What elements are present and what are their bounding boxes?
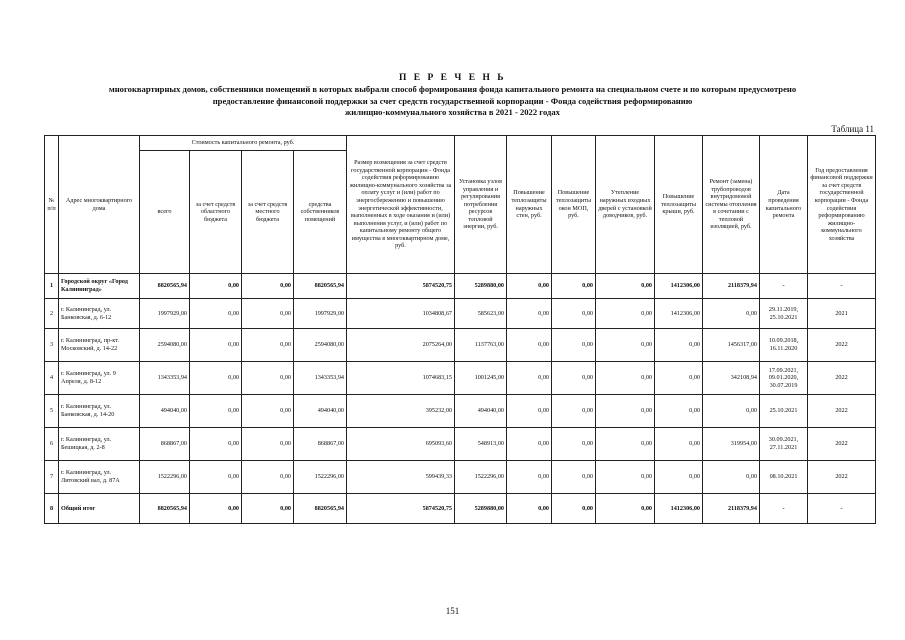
cell-regional: 0,00 bbox=[190, 428, 242, 461]
cell-control-units: 1137763,00 bbox=[455, 329, 507, 362]
cell-num: 2 bbox=[45, 299, 59, 329]
table-row bbox=[45, 362, 876, 395]
cell-pipes: 0,00 bbox=[703, 395, 760, 428]
cell-walls: 0,00 bbox=[507, 461, 552, 494]
table-number: Таблица 11 bbox=[831, 124, 874, 134]
cell-owners: 8820565,94 bbox=[294, 494, 347, 524]
cell-regional: 0,00 bbox=[190, 329, 242, 362]
cell-doors: 0,00 bbox=[596, 395, 655, 428]
cell-compensation: 2075264,00 bbox=[347, 329, 455, 362]
cell-control-units: 5289880,00 bbox=[455, 274, 507, 299]
cell-local: 0,00 bbox=[242, 274, 294, 299]
header-num: № п/п bbox=[45, 136, 59, 274]
cell-num: 1 bbox=[45, 274, 59, 299]
cell-year: - bbox=[808, 274, 876, 299]
document-title: П Е Р Е Ч Е Н Ь bbox=[399, 73, 506, 83]
cell-control-units: 1001245,00 bbox=[455, 362, 507, 395]
table-row bbox=[45, 329, 876, 362]
cell-local: 0,00 bbox=[242, 329, 294, 362]
table-row bbox=[45, 494, 876, 524]
cell-year: 2022 bbox=[808, 362, 876, 395]
cell-num: 3 bbox=[45, 329, 59, 362]
cell-owners: 1997929,00 bbox=[294, 299, 347, 329]
cell-windows: 0,00 bbox=[552, 461, 596, 494]
cell-regional: 0,00 bbox=[190, 461, 242, 494]
table-row bbox=[45, 428, 876, 461]
header-year: Год предоставления финансовой поддержки за счет средств государственной корпорации - Фонда содействия реформированию жилищно-коммунального хозяйства bbox=[808, 136, 876, 274]
cell-doors: 0,00 bbox=[596, 494, 655, 524]
cell-doors: 0,00 bbox=[596, 428, 655, 461]
table-row bbox=[45, 299, 876, 329]
cell-date: - bbox=[760, 274, 808, 299]
cell-owners: 494040,00 bbox=[294, 395, 347, 428]
cell-compensation: 695093,60 bbox=[347, 428, 455, 461]
cell-year: - bbox=[808, 494, 876, 524]
cell-date: 10.09.2018, 16.11.2020 bbox=[760, 329, 808, 362]
cell-walls: 0,00 bbox=[507, 494, 552, 524]
cell-compensation: 5874520,75 bbox=[347, 494, 455, 524]
cell-total: 8820565,94 bbox=[140, 274, 190, 299]
cell-num: 5 bbox=[45, 395, 59, 428]
cell-doors: 0,00 bbox=[596, 362, 655, 395]
cell-owners: 8820565,94 bbox=[294, 274, 347, 299]
cell-doors: 0,00 bbox=[596, 329, 655, 362]
table-row bbox=[45, 461, 876, 494]
cell-address: Общий итог bbox=[59, 494, 140, 524]
cell-roof: 1412306,00 bbox=[655, 299, 703, 329]
document-heading bbox=[20, 72, 885, 119]
cell-total: 2594080,00 bbox=[140, 329, 190, 362]
document-subtitle-line-3: жилищно-коммунального хозяйства в 2021 - 2022 годах bbox=[345, 107, 560, 117]
header-doors: Утепление наружных входных дверей с установкой доводчиков, руб. bbox=[596, 136, 655, 274]
cell-total: 868867,00 bbox=[140, 428, 190, 461]
cell-total: 1343353,94 bbox=[140, 362, 190, 395]
cell-compensation: 1074683,15 bbox=[347, 362, 455, 395]
cell-windows: 0,00 bbox=[552, 329, 596, 362]
cell-regional: 0,00 bbox=[190, 494, 242, 524]
cell-roof: 0,00 bbox=[655, 428, 703, 461]
cell-address: Городской округ «Город Калининград» bbox=[59, 274, 140, 299]
cell-roof: 0,00 bbox=[655, 362, 703, 395]
cell-pipes: 2118379,94 bbox=[703, 274, 760, 299]
cell-windows: 0,00 bbox=[552, 395, 596, 428]
header-total: всего bbox=[140, 151, 190, 274]
cell-control-units: 548913,00 bbox=[455, 428, 507, 461]
cell-num: 8 bbox=[45, 494, 59, 524]
cell-year: 2022 bbox=[808, 428, 876, 461]
cell-address: г. Калининград, ул. Литовский вал, д. 87А bbox=[59, 461, 140, 494]
cell-regional: 0,00 bbox=[190, 274, 242, 299]
cell-date: 29.11.2019, 25.10.2021 bbox=[760, 299, 808, 329]
cell-date: 30.09.2021, 27.11.2021 bbox=[760, 428, 808, 461]
table-body bbox=[45, 274, 876, 524]
cell-total: 1522296,00 bbox=[140, 461, 190, 494]
cell-walls: 0,00 bbox=[507, 362, 552, 395]
header-compensation: Размер возмещения за счет средств государственной корпорации - Фонда содействия реформированию жилищно-коммунального хозяйства за оплату услуг и (или) работ по энергосбережению и повышению энергетической эффективности, выполненных в ходе оказания и (или) выполнения услуг, и (или) работ по капитальному ремонту общего имущества в многоквартирном доме, руб. bbox=[347, 136, 455, 274]
cell-roof: 1412306,00 bbox=[655, 494, 703, 524]
cell-walls: 0,00 bbox=[507, 428, 552, 461]
cell-local: 0,00 bbox=[242, 461, 294, 494]
cell-walls: 0,00 bbox=[507, 395, 552, 428]
cell-owners: 1522296,00 bbox=[294, 461, 347, 494]
cell-local: 0,00 bbox=[242, 428, 294, 461]
cell-pipes: 1456317,00 bbox=[703, 329, 760, 362]
cell-num: 4 bbox=[45, 362, 59, 395]
cell-date: 17.09.2021, 09.01.2020, 30.07.2019 bbox=[760, 362, 808, 395]
header-cost-group: Стоимость капитального ремонта, руб. bbox=[140, 136, 347, 151]
header-walls: Повышение теплозащиты наружных стен, руб. bbox=[507, 136, 552, 274]
cell-walls: 0,00 bbox=[507, 274, 552, 299]
cell-doors: 0,00 bbox=[596, 274, 655, 299]
cell-pipes: 0,00 bbox=[703, 461, 760, 494]
table-row bbox=[45, 395, 876, 428]
cell-compensation: 5874520,75 bbox=[347, 274, 455, 299]
cell-doors: 0,00 bbox=[596, 461, 655, 494]
cell-local: 0,00 bbox=[242, 395, 294, 428]
cell-control-units: 494040,00 bbox=[455, 395, 507, 428]
table-row bbox=[45, 274, 876, 299]
cell-total: 8820565,94 bbox=[140, 494, 190, 524]
cell-num: 6 bbox=[45, 428, 59, 461]
cell-pipes: 0,00 bbox=[703, 299, 760, 329]
document-subtitle-line-1: многоквартирных домов, собственники помещений в которых выбрали способ формирования фонда капитального ремонта на специальном счете и по которым предусмотрено bbox=[108, 84, 797, 94]
cell-compensation: 599439,33 bbox=[347, 461, 455, 494]
cell-date: 25.10.2021 bbox=[760, 395, 808, 428]
cell-date: 08.10.2021 bbox=[760, 461, 808, 494]
cell-year: 2022 bbox=[808, 461, 876, 494]
cell-owners: 1343353,94 bbox=[294, 362, 347, 395]
header-control-units: Установка узлов управления и регулирования потребления ресурсов тепловой энергии, руб. bbox=[455, 136, 507, 274]
cell-local: 0,00 bbox=[242, 494, 294, 524]
page-number: 151 bbox=[445, 606, 460, 616]
cell-roof: 0,00 bbox=[655, 461, 703, 494]
cell-date: - bbox=[760, 494, 808, 524]
cell-num: 7 bbox=[45, 461, 59, 494]
cell-roof: 0,00 bbox=[655, 395, 703, 428]
cell-pipes: 2118379,94 bbox=[703, 494, 760, 524]
cell-local: 0,00 bbox=[242, 299, 294, 329]
cell-pipes: 342108,94 bbox=[703, 362, 760, 395]
cell-windows: 0,00 bbox=[552, 428, 596, 461]
cell-regional: 0,00 bbox=[190, 362, 242, 395]
header-windows: Повышение теплозащиты окон МОП, руб. bbox=[552, 136, 596, 274]
cell-control-units: 585623,00 bbox=[455, 299, 507, 329]
header-roof: Повышение теплозащиты крыши, руб. bbox=[655, 136, 703, 274]
cell-year: 2021 bbox=[808, 299, 876, 329]
cell-year: 2022 bbox=[808, 329, 876, 362]
cell-walls: 0,00 bbox=[507, 299, 552, 329]
cell-owners: 2594080,00 bbox=[294, 329, 347, 362]
cell-address: г. Калининград, ул. Бешицкая, д. 2-8 bbox=[59, 428, 140, 461]
cell-control-units: 5289880,00 bbox=[455, 494, 507, 524]
cell-address: г. Калининград, ул. 9 Апреля, д. 8-12 bbox=[59, 362, 140, 395]
header-address: Адрес многоквартирного дома bbox=[59, 136, 140, 274]
cell-walls: 0,00 bbox=[507, 329, 552, 362]
cell-regional: 0,00 bbox=[190, 299, 242, 329]
document-subtitle-line-2: предоставление финансовой поддержки за счет средств государственной корпорации - Фонда содействия реформированию bbox=[212, 95, 693, 106]
cell-windows: 0,00 bbox=[552, 274, 596, 299]
cell-pipes: 319954,00 bbox=[703, 428, 760, 461]
cell-owners: 868867,00 bbox=[294, 428, 347, 461]
cell-total: 1997929,00 bbox=[140, 299, 190, 329]
cell-roof: 0,00 bbox=[655, 329, 703, 362]
houses-table bbox=[44, 135, 876, 524]
header-pipes: Ремонт (замена) трубопроводов внутридомовой системы отопления в сочетании с тепловой изоляцией, руб. bbox=[703, 136, 760, 274]
header-local: за счет средств местного бюджета bbox=[242, 151, 294, 274]
cell-total: 494040,00 bbox=[140, 395, 190, 428]
cell-regional: 0,00 bbox=[190, 395, 242, 428]
cell-year: 2022 bbox=[808, 395, 876, 428]
cell-roof: 1412306,00 bbox=[655, 274, 703, 299]
cell-address: г. Калининград, ул. Банковская, д. 14-20 bbox=[59, 395, 140, 428]
header-regional: за счет средств областного бюджета bbox=[190, 151, 242, 274]
header-owners: средства собственников помещений bbox=[294, 151, 347, 274]
cell-windows: 0,00 bbox=[552, 494, 596, 524]
cell-compensation: 395232,00 bbox=[347, 395, 455, 428]
cell-control-units: 1522296,00 bbox=[455, 461, 507, 494]
cell-address: г. Калининград, пр-кт. Московский, д. 14-22 bbox=[59, 329, 140, 362]
cell-local: 0,00 bbox=[242, 362, 294, 395]
cell-windows: 0,00 bbox=[552, 299, 596, 329]
cell-compensation: 1034808,67 bbox=[347, 299, 455, 329]
header-date: Дата проведения капитального ремонта bbox=[760, 136, 808, 274]
cell-address: г. Калининград, ул. Банковская, д. 6-12 bbox=[59, 299, 140, 329]
cell-doors: 0,00 bbox=[596, 299, 655, 329]
cell-windows: 0,00 bbox=[552, 362, 596, 395]
